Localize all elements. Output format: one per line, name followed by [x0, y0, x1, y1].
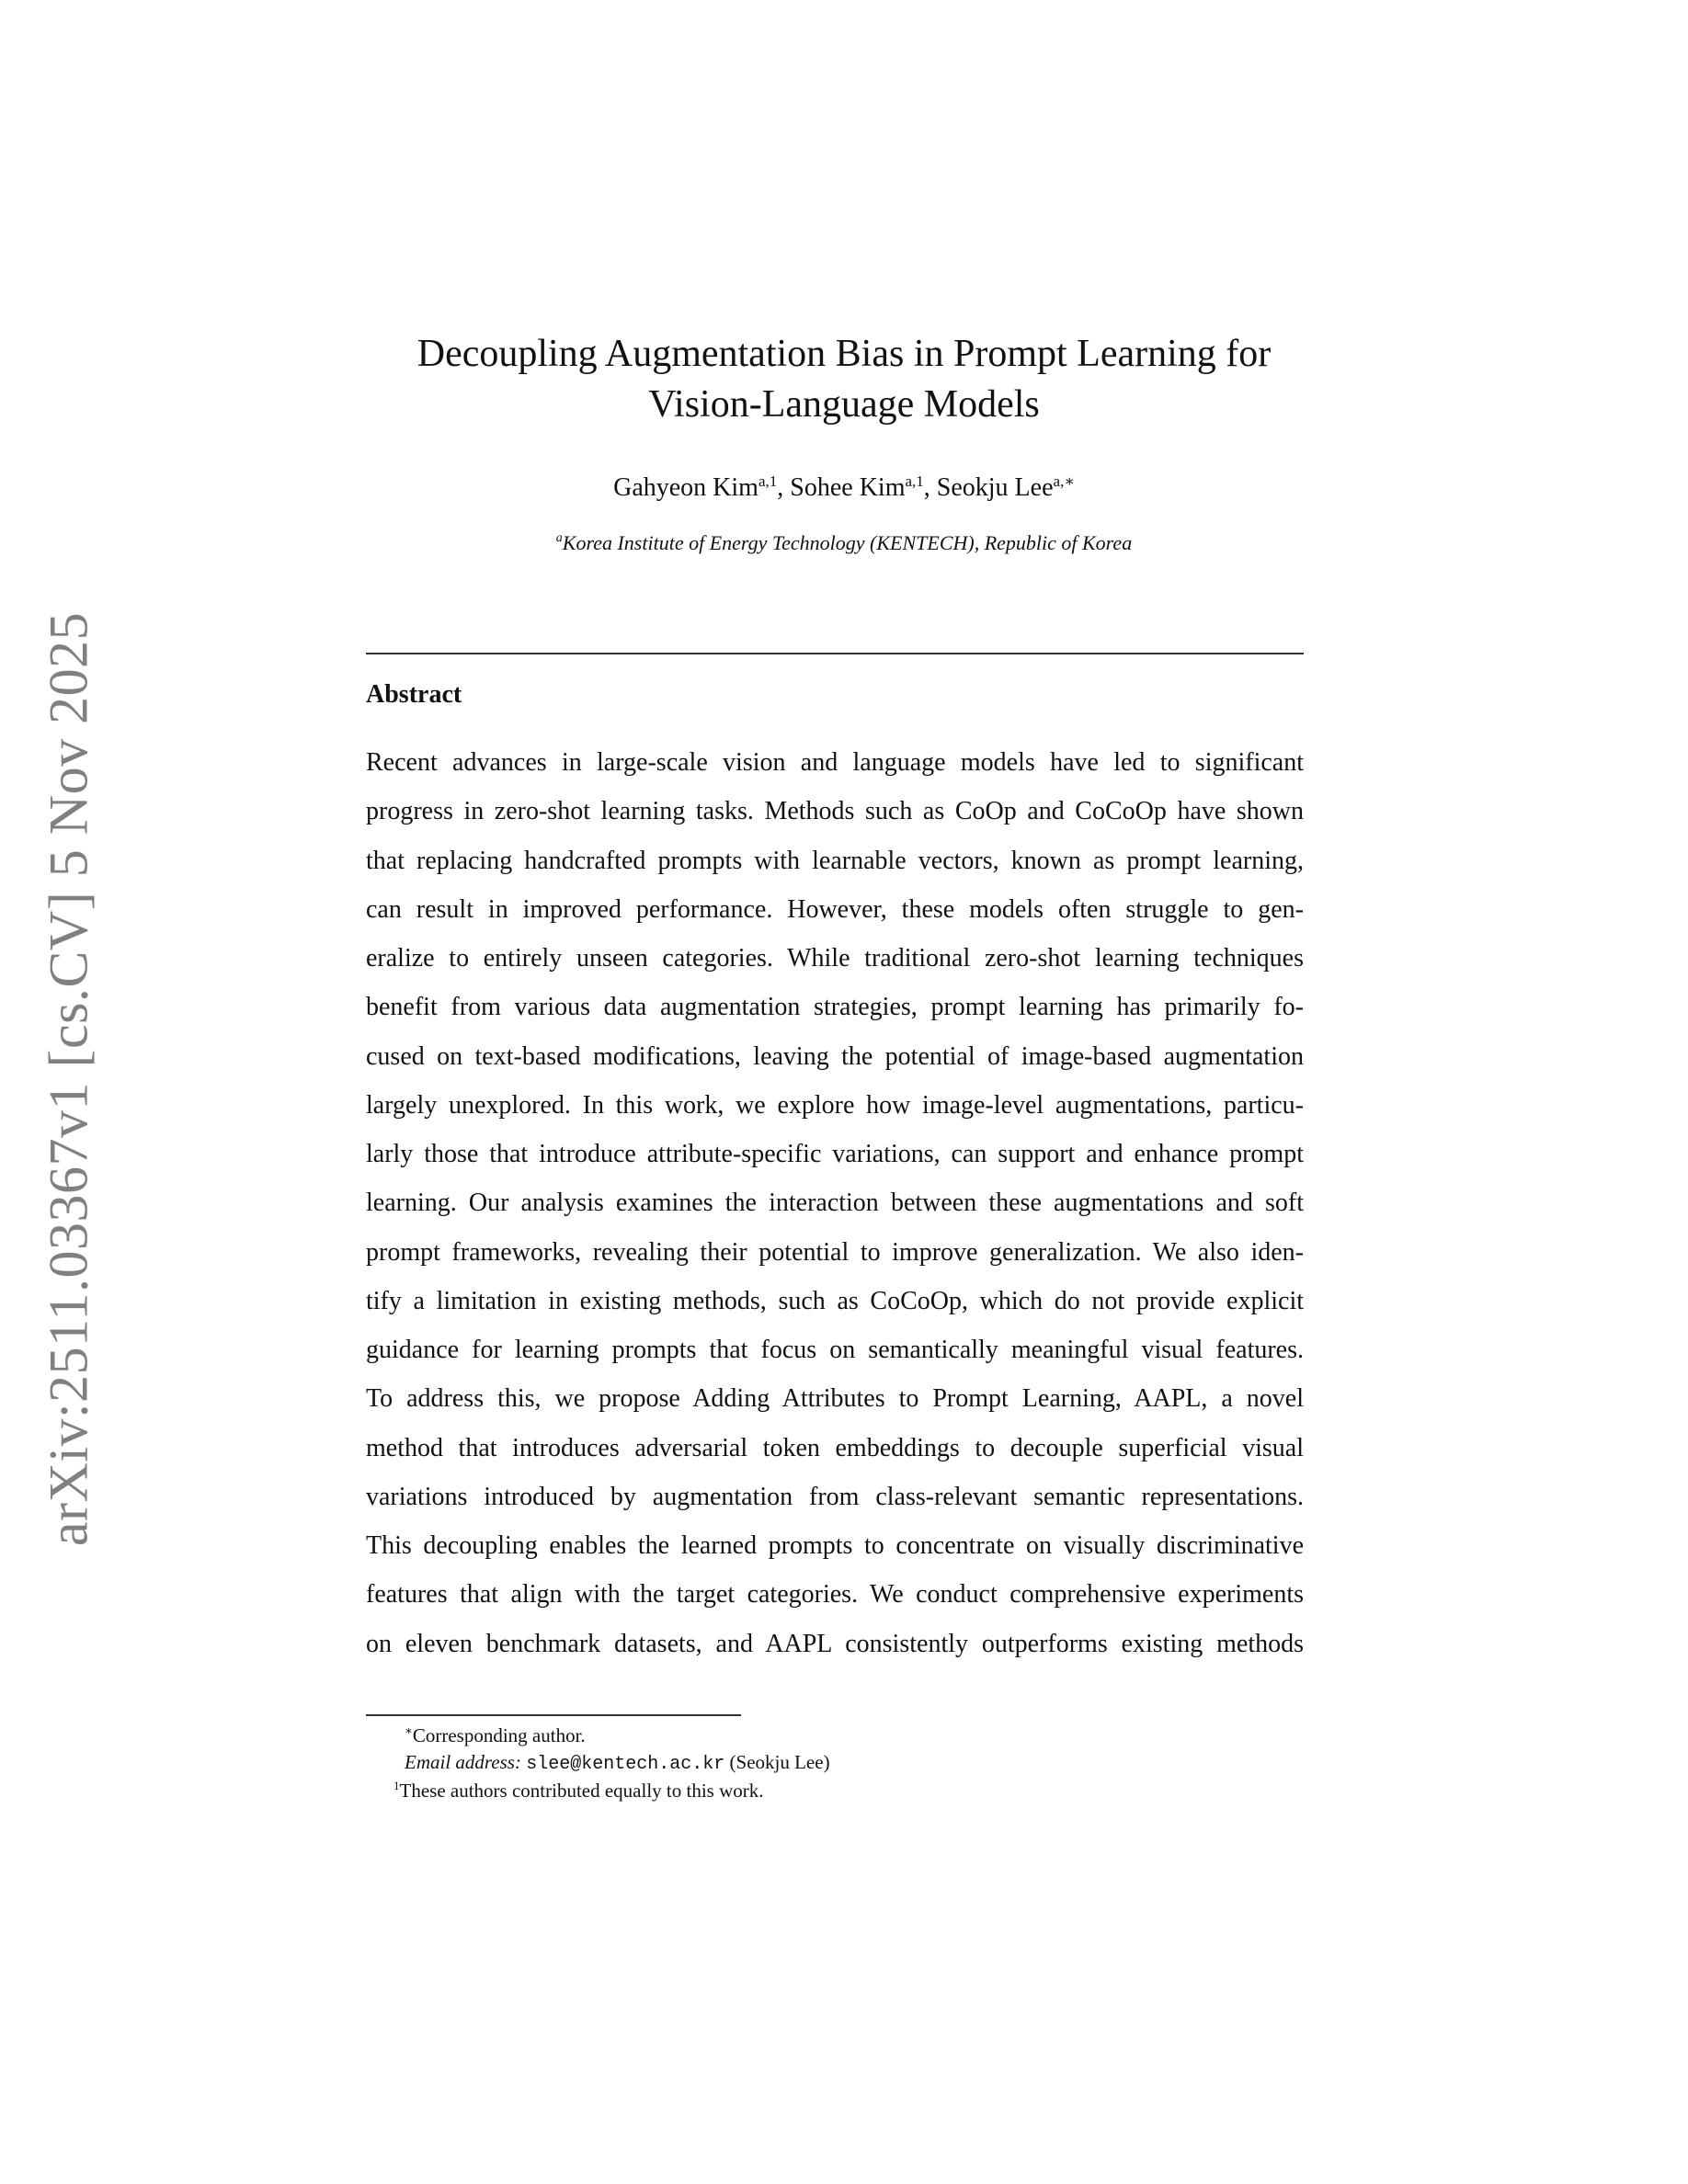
- author-name: Seokju Lee: [936, 473, 1054, 502]
- abstract-line: variations introduced by augmentation from class-relevant semantic representations.: [366, 1482, 1304, 1511]
- author-affiliation-mark: a,1: [905, 472, 924, 490]
- abstract-line: larly those that introduce attribute-specific variations, can support and enhance prompt: [366, 1140, 1304, 1168]
- abstract-line: This decoupling enables the learned prompts to concentrate on visually discriminative: [366, 1531, 1304, 1560]
- abstract-body: [366, 746, 1304, 1677]
- email-link[interactable]: slee@kentech.ac.kr: [526, 1753, 725, 1775]
- abstract-line: features that align with the target categories. We conduct comprehensive experiments: [366, 1580, 1304, 1610]
- abstract-line: Recent advances in large-scale vision and language models have led to significant: [366, 748, 1304, 777]
- abstract-line: learning. Our analysis examines the interaction between these augmentations and soft: [366, 1189, 1304, 1218]
- top-rule-divider: [366, 653, 1304, 654]
- abstract-line: eralize to entirely unseen categories. While traditional zero-shot learning techniques: [366, 944, 1304, 973]
- author-affiliation-mark: a,1: [758, 472, 778, 490]
- abstract-line: benefit from various data augmentation strategies, prompt learning has primarily fo-: [366, 993, 1304, 1022]
- footnote-text: These authors contributed equally to this work.: [399, 1780, 764, 1802]
- email-owner: (Seokju Lee): [729, 1750, 830, 1773]
- affiliation-mark: a: [555, 531, 563, 545]
- footnote-text: Corresponding author.: [412, 1724, 586, 1746]
- author-name: Sohee Kim: [790, 473, 906, 502]
- affiliation: [0, 531, 1688, 555]
- abstract-line: cused on text-based modifications, leaving the potential of image-based augmentation: [366, 1041, 1304, 1071]
- abstract-line: method that introduces adversarial token embeddings to decouple superficial visual: [366, 1433, 1304, 1462]
- title-line-2: Vision-Language Models: [648, 383, 1040, 426]
- abstract-line: To address this, we propose Adding Attributes to Prompt Learning, AAPL, a novel: [366, 1384, 1304, 1414]
- author-separator: ,: [923, 473, 937, 502]
- footnotes: [366, 1723, 830, 1804]
- abstract-heading: Abstract: [366, 680, 462, 709]
- abstract-line: that replacing handcrafted prompts with learnable vectors, known as prompt learning,: [366, 846, 1304, 875]
- author-separator: ,: [777, 473, 791, 502]
- abstract-line: tify a limitation in existing methods, such as CoCoOp, which do not provide explicit: [366, 1286, 1304, 1315]
- author-affiliation-mark: a,∗: [1053, 472, 1075, 490]
- abstract-line: on eleven benchmark datasets, and AAPL consistently outperforms existing methods: [366, 1629, 1304, 1658]
- footnote-equal-contribution: [366, 1778, 830, 1804]
- email-label: Email address:: [405, 1750, 521, 1773]
- author-list: [0, 473, 1688, 503]
- title-line-1: Decoupling Augmentation Bias in Prompt Learning for: [416, 333, 1272, 375]
- paper-title: [0, 329, 1688, 430]
- footnote-corresponding: [366, 1723, 830, 1749]
- abstract-line: prompt frameworks, revealing their potential to improve generalization. We also iden-: [366, 1237, 1304, 1267]
- abstract-line: largely unexplored. In this work, we explore how image-level augmentations, particu-: [366, 1090, 1304, 1120]
- footnote-rule-divider: [366, 1714, 741, 1716]
- abstract-line: guidance for learning prompts that focus on semantically meaningful visual features.: [366, 1336, 1304, 1364]
- footnote-email: [366, 1749, 830, 1779]
- footnote-mark: 1: [393, 1779, 400, 1792]
- arxiv-side-stamp: arXiv:2511.03367v1 [cs.CV] 5 Nov 2025: [38, 611, 99, 1547]
- footnote-mark: ∗: [405, 1723, 413, 1737]
- abstract-line: can result in improved performance. However, these models often struggle to gen-: [366, 894, 1304, 924]
- author-name: Gahyeon Kim: [613, 473, 758, 502]
- affiliation-text: Korea Institute of Energy Technology (KENTECH), Republic of Korea: [562, 531, 1133, 554]
- abstract-line: progress in zero-shot learning tasks. Methods such as CoOp and CoCoOp have shown: [366, 797, 1304, 826]
